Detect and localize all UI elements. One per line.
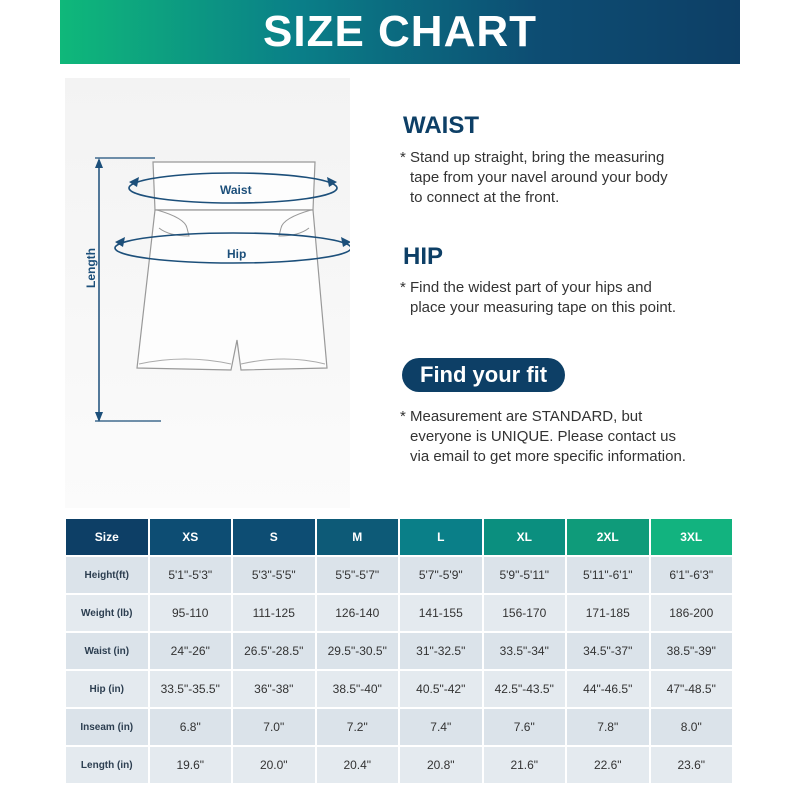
fit-line: via email to get more specific information. [410,448,686,465]
header-cell: XS [150,519,232,555]
table-cell: 38.5"-39" [651,633,733,669]
table-cell: 38.5"-40" [317,671,399,707]
row-label: Waist (in) [66,633,148,669]
table-cell: 5'11"-6'1" [567,557,649,593]
table-cell: 171-185 [567,595,649,631]
waist-line: * Stand up straight, bring the measuring [400,149,665,166]
table-cell: 31"-32.5" [400,633,482,669]
table-cell: 20.4" [317,747,399,783]
hip-line: place your measuring tape on this point. [410,299,676,316]
table-cell: 5'5"-5'7" [317,557,399,593]
row-label: Hip (in) [66,671,148,707]
table-cell: 47"-48.5" [651,671,733,707]
table-cell: 29.5"-30.5" [317,633,399,669]
table-cell: 19.6" [150,747,232,783]
header-cell: 2XL [567,519,649,555]
waist-line: to connect at the front. [410,189,560,206]
table-cell: 40.5"-42" [400,671,482,707]
shorts-illustration [65,78,350,508]
table-cell: 141-155 [400,595,482,631]
table-cell: 5'3"-5'5" [233,557,315,593]
table-cell: 20.0" [233,747,315,783]
row-label: Weight (lb) [66,595,148,631]
header-cell: S [233,519,315,555]
table-cell: 33.5"-35.5" [150,671,232,707]
waist-heading: WAIST [403,112,479,139]
table-cell: 111-125 [233,595,315,631]
table-cell: 6.8" [150,709,232,745]
table-cell: 126-140 [317,595,399,631]
table-cell: 42.5"-43.5" [484,671,566,707]
hip-label: Hip [227,247,247,261]
table-cell: 5'9"-5'11" [484,557,566,593]
waist-line: tape from your navel around your body [410,169,668,186]
table-cell: 156-170 [484,595,566,631]
page-title: SIZE CHART [263,7,537,56]
size-header-row [66,519,732,555]
title-banner [60,0,740,64]
table-cell: 5'1"-5'3" [150,557,232,593]
table-cell: 22.6" [567,747,649,783]
row-label: Inseam (in) [66,709,148,745]
find-your-fit-badge: Find your fit [402,358,565,392]
table-cell: 36"-38" [233,671,315,707]
fit-line: everyone is UNIQUE. Please contact us [410,428,676,445]
row-label: Length (in) [66,747,148,783]
table-cell: 6'1"-6'3" [651,557,733,593]
header-cell: Size [66,519,148,555]
table-cell: 7.2" [317,709,399,745]
table-cell: 23.6" [651,747,733,783]
table-row [66,671,732,707]
table-cell: 33.5"-34" [484,633,566,669]
shorts-diagram [65,78,350,508]
fit-note [400,407,740,467]
hip-heading: HIP [403,243,444,270]
header-cell: L [400,519,482,555]
header-cell: M [317,519,399,555]
fit-line: * Measurement are STANDARD, but [400,408,643,425]
table-cell: 44"-46.5" [567,671,649,707]
table-cell: 95-110 [150,595,232,631]
table-cell: 26.5"-28.5" [233,633,315,669]
table-row [66,633,732,669]
table-cell: 7.0" [233,709,315,745]
waist-label: Waist [220,183,252,197]
table-cell: 21.6" [484,747,566,783]
table-row [66,595,732,631]
header-cell: 3XL [651,519,733,555]
table-row [66,709,732,745]
table-cell: 5'7"-5'9" [400,557,482,593]
table-cell: 186-200 [651,595,733,631]
table-row [66,747,732,783]
table-cell: 8.0" [651,709,733,745]
table-cell: 7.8" [567,709,649,745]
size-table [64,517,734,785]
header-cell: XL [484,519,566,555]
table-cell: 34.5"-37" [567,633,649,669]
row-label: Height(ft) [66,557,148,593]
waist-instructions [400,148,740,208]
table-cell: 7.4" [400,709,482,745]
table-cell: 24"-26" [150,633,232,669]
table-cell: 20.8" [400,747,482,783]
table-row [66,557,732,593]
length-arrow-up [95,158,103,168]
length-label: Length [84,248,98,288]
shorts-body-shape [137,210,327,370]
hip-line: * Find the widest part of your hips and [400,279,652,296]
hip-instructions [400,278,740,318]
table-cell: 7.6" [484,709,566,745]
